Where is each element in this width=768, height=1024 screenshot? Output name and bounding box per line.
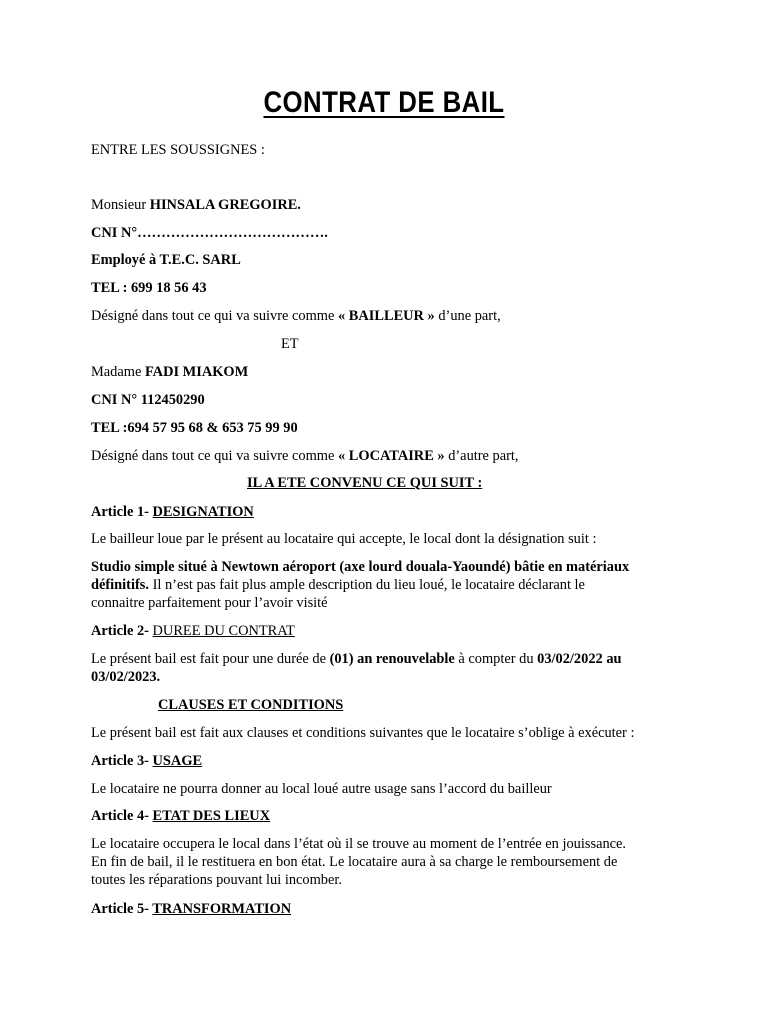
article-1-desc-3: connaitre parfaitement pour l’avoir visité [91, 595, 328, 611]
article-1-heading: Article 1- DESIGNATION [91, 504, 254, 520]
article-4-line-2: En fin de bail, il le restituera en bon état. Le locataire aura à sa charge le remboursement de [91, 854, 618, 870]
clauses-heading: CLAUSES ET CONDITIONS [158, 697, 344, 713]
article-4-line-1: Le locataire occupera le local dans l’état où il se trouve au moment de l’entrée en jouissance. [91, 836, 627, 852]
convenu-heading: IL A ETE CONVENU CE QUI SUIT : [247, 475, 483, 491]
locataire-name-line: Madame FADI MIAKOM [91, 364, 249, 380]
article-1-desc-2: définitifs. Il n’est pas fait plus ample description du lieu loué, le locataire déclarant le [91, 577, 585, 593]
bailleur-cni: CNI N°…………………………………. [91, 225, 328, 241]
locataire-name: FADI MIAKOM [144, 364, 249, 380]
article-2-text-1: Le présent bail est fait pour une durée de (01) an renouvelable à compter du 03/02/2022 au [91, 651, 622, 667]
article-2-text-2: 03/02/2023. [91, 669, 161, 685]
bailleur-designation: Désigné dans tout ce qui va suivre comme « BAILLEUR » d’une part, [91, 308, 501, 324]
article-5-heading: Article 5- TRANSFORMATION [91, 901, 292, 917]
article-1-desc-1: Studio simple situé à Newtown aéroport (axe lourd douala-Yaoundé) bâtie en matériaux [91, 559, 630, 575]
article-3-text: Le locataire ne pourra donner au local loué autre usage sans l’accord du bailleur [91, 781, 552, 797]
bailleur-employ: Employé à T.E.C. SARL [91, 252, 241, 268]
locataire-designation: Désigné dans tout ce qui va suivre comme « LOCATAIRE » d’autre part, [91, 448, 519, 464]
clauses-text: Le présent bail est fait aux clauses et conditions suivantes que le locataire s’oblige à exécuter : [91, 725, 635, 741]
document-title: CONTRAT DE BAIL [263, 86, 505, 119]
et-separator: ET [281, 336, 299, 352]
locataire-tel: TEL :694 57 95 68 & 653 75 99 90 [91, 420, 298, 436]
locataire-cni: CNI N° 112450290 [91, 392, 205, 408]
bailleur-tel: TEL : 699 18 56 43 [91, 280, 207, 296]
bailleur-name-line: Monsieur HINSALA GREGOIRE. [91, 197, 301, 213]
bailleur-name: HINSALA GREGOIRE. [149, 197, 301, 213]
article-1-text: Le bailleur loue par le présent au locataire qui accepte, le local dont la désignation suit : [91, 531, 597, 547]
article-2-heading: Article 2- DUREE DU CONTRAT [91, 623, 295, 639]
article-4-heading: Article 4- ETAT DES LIEUX [91, 808, 271, 824]
article-3-heading: Article 3- USAGE [91, 753, 203, 769]
intro-line: ENTRE LES SOUSSIGNES : [91, 142, 265, 158]
article-4-line-3: toutes les réparations pouvant lui incomber. [91, 872, 342, 888]
